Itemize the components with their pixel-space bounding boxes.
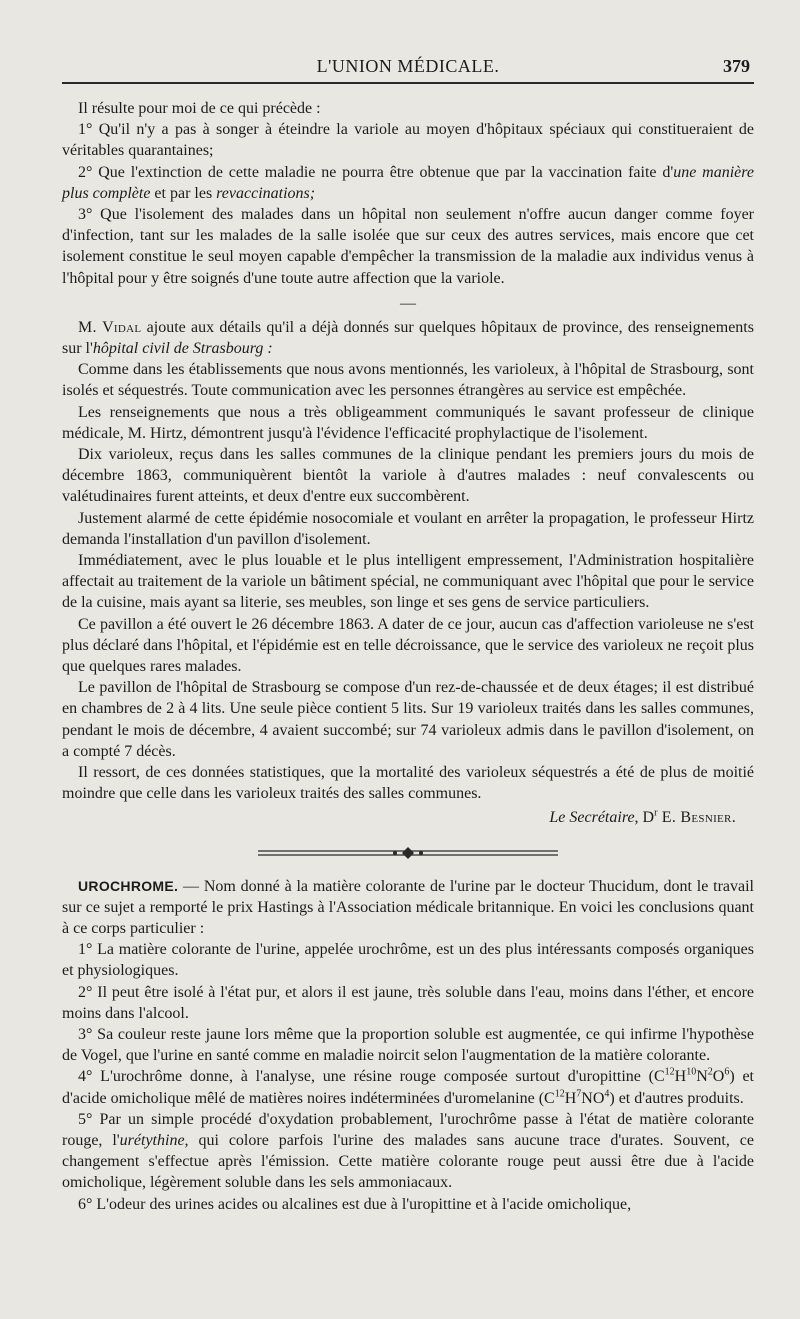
vidal-paragraph-8: Il ressort, de ces données statistiques, que la mortalité des varioleux séquestrés a été de plus de moitié moindre que celle dans les varioleux traités des salles communes.	[62, 764, 754, 803]
urochrome-conclusion-3: 3° Sa couleur reste jaune lors même que la proportion soluble est augmentée, ce qui infirme l'hypothèse de Vogel, que l'urine en santé comme en maladie noircit selon l'augmentation de la matière colorante.	[62, 1025, 754, 1065]
urochrome-conclusion-4: 4° L'urochrôme donne, à l'analyse, une résine rouge composée surtout d'uropittine $(C^{12}H^{10}N^2O^6)$ et d'acide omicholique mêlé de matières noires indéterminées d'uromelanine $(C^{12}H^7NO^4)$ et d'autres produits.	[62, 1067, 754, 1107]
ornamental-rule	[258, 846, 558, 860]
conclusions-intro: Il résulte pour moi de ce qui précède :	[78, 100, 321, 117]
urochrome-intro: UROCHROME. — Nom donné à la matière colorante de l'urine par le docteur Thucidum, dont le travail sur ce sujet a remporté le prix Hastings à l'Association médicale britannique. En voici les conclusions quant à ce corps particulier :	[62, 877, 754, 937]
vidal-paragraph-6: Ce pavillon a été ouvert le 26 décembre 1863. A dater de ce jour, aucun cas d'affection varioleuse ne s'est plus déclaré dans l'hôpital, et l'épidémie est en telle décroissance, que le service des varioleux ne reçoit plus que quelques rares malades.	[62, 615, 754, 676]
vidal-paragraph-3: Dix varioleux, reçus dans les salles communes de la clinique pendant les premiers jours du mois de décembre 1863, communiquèrent bientôt la variole à d'autres malades : neuf convalescents ou valétudinaires furent atteints, et deux d'entre eux succombèrent.	[62, 446, 754, 506]
vidal-intro: M. Vidal ajoute aux détails qu'il a déjà donnés sur quelques hôpitaux de province, des renseignements sur l'hôpital civil de Strasbourg :	[62, 318, 754, 358]
vidal-paragraph-2: Les renseignements que nous a très obligeamment communiqués le savant professeur de clinique médicale, M. Hirtz, démontrent jusqu'à l'évidence l'efficacité prophylactique de l'isolement.	[62, 403, 754, 442]
body-text	[62, 98, 754, 828]
vidal-paragraph-4: Justement alarmé de cette épidémie nosocomiale et voulant en arrêter la propagation, le professeur Hirtz demanda l'installation d'un pavillon d'isolement.	[62, 509, 754, 548]
conclusion-item-2: 2° Que l'extinction de cette maladie ne pourra être obtenue que par la vaccination faite d'une manière plus complète et par les revaccinations;	[62, 163, 754, 202]
conclusion-item-3: 3° Que l'isolement des malades dans un hôpital non seulement n'offre aucun danger comme foyer d'infection, tant sur les malades de la salle isolée que sur ceux des autres services, mais encore que cet isolement constitue le seul moyen capable d'empêcher la transmission de la maladie aux individus venus à l'hôpital pour y être soignés d'une toute autre affection que la variole.	[62, 206, 754, 287]
urochrome-conclusion-6: 6° L'odeur des urines acides ou alcalines est due à l'uropittine et à l'acide omicholique,	[78, 1195, 632, 1213]
vidal-paragraph-7: Le pavillon de l'hôpital de Strasbourg se compose d'un rez-de-chaussée et de deux étages; il est distribué en chambres de 2 à 4 lits. Une seule pièce contient 5 lits. Sur 19 varioleux traités dans les salles communes, pendant le mois de décembre, 4 avaient succombé; sur 74 varioleux admis dans le pavillon d'isolement, on a compté 7 décès.	[62, 679, 754, 760]
urochrome-keyword: UROCHROME.	[78, 877, 179, 894]
page-header	[62, 56, 754, 84]
urochrome-conclusion-5: 5° Par un simple procédé d'oxydation probablement, l'urochrôme passe à l'état de matière colorante rouge, l'urétythine, qui colore parfois l'urine des malades sans aucune trace d'urates. Souvent, ce changement s'effectue après l'émission. Cette matière colorante rouge peut aussi être due à l'acide omicholique, légèrement soluble dans les sels ammoniacaux.	[62, 1110, 754, 1192]
urochrome-section	[62, 876, 754, 1215]
journal-title: L'UNION MÉDICALE.	[316, 56, 500, 76]
urochrome-conclusion-2: 2° Il peut être isolé à l'état pur, et alors il est jaune, très soluble dans l'eau, moins dans l'éther, et encore moins dans l'alcool.	[62, 983, 754, 1022]
speaker-name: M. Vidal	[78, 318, 142, 336]
vidal-paragraph-1: Comme dans les établissements que nous avons mentionnés, les varioleux, à l'hôpital de Strasbourg, sont isolés et séquestrés. Toute communication avec les personnes étrangères au service est empêchée.	[62, 361, 754, 400]
page-number: 379	[723, 56, 750, 76]
secretary-signature: Le Secrétaire, $D^r$ E. Besnier.	[549, 807, 736, 826]
section-separator-dash: —	[400, 294, 416, 312]
conclusion-item-1: 1° Qu'il n'y a pas à songer à éteindre la variole au moyen d'hôpitaux spéciaux qui constitueraient de véritables quarantaines;	[62, 121, 754, 160]
vidal-paragraph-5: Immédiatement, avec le plus louable et le plus intelligent empressement, l'Administration hospitalière affectait au traitement de la variole un bâtiment spécial, ne communiquant avec l'hôpital que pour le service de la cuisine, mais ayant sa literie, ses meubles, son linge et ses gens de service particuliers.	[62, 552, 754, 612]
urochrome-conclusion-1: 1° La matière colorante de l'urine, appelée urochrôme, est un des plus intéressants composés organiques et physiologiques.	[62, 941, 754, 980]
